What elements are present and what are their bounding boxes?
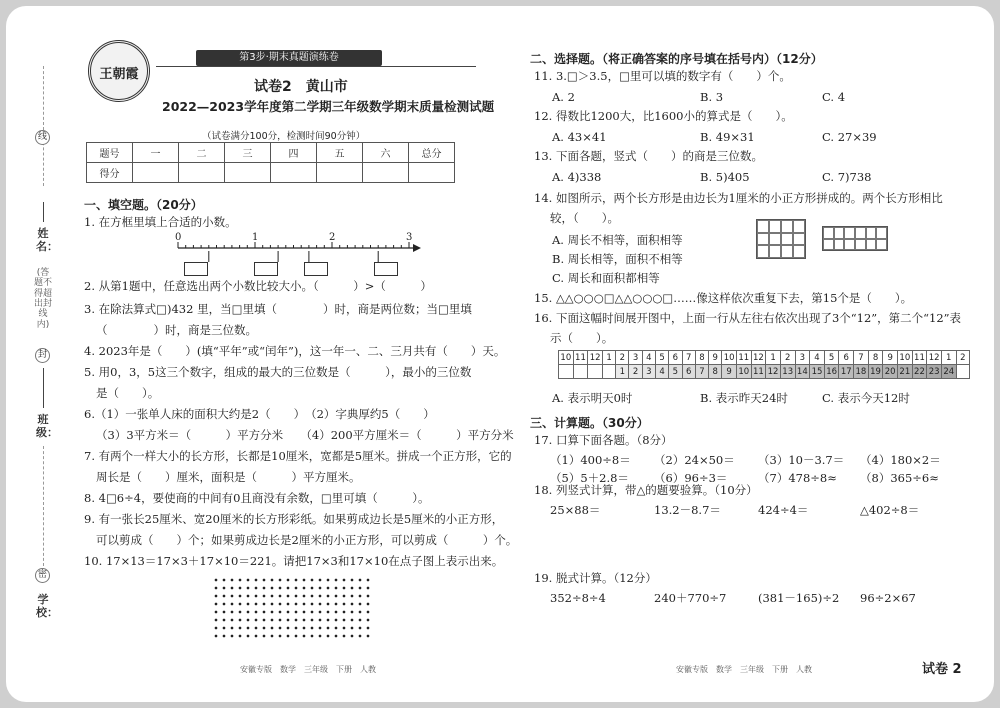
score-cell[interactable] (179, 163, 225, 183)
time-line-bottom-cell: 16 (826, 366, 838, 377)
time-line-bottom-cell: 1 (616, 365, 629, 379)
class-underline (43, 368, 44, 408)
q14-option-b[interactable]: B. 周长相等，面积不相等 (552, 252, 683, 266)
time-line-bottom-cell: 9 (722, 365, 737, 379)
time-line-bottom-cell: 23 (928, 366, 940, 377)
time-line-top-cell: 3 (795, 351, 810, 365)
time-line-top-cell: 2 (616, 351, 629, 365)
time-line-bottom-cell: 12 (767, 366, 779, 377)
time-line-top-cell: 1 (766, 351, 781, 365)
unit-square (834, 227, 845, 239)
question-12: 12. 得数比1200大，比1600小的算式是（ ）。 (534, 109, 793, 123)
q14-option-a[interactable]: A. 周长不相等，面积相等 (552, 233, 683, 247)
time-line-top-cell: 7 (854, 351, 869, 365)
time-line-top-cell: 8 (868, 351, 883, 365)
oral-calc-item: （7）478÷8≈ (758, 471, 837, 485)
rectangle-figure-1 (756, 219, 806, 259)
question-5-line-1: 5. 用0，3，5这三个数字，组成的最大的三位数是（ ），最小的三位数 (84, 365, 472, 379)
unit-square (834, 239, 845, 251)
time-line-bottom-cell: 17 (840, 366, 852, 377)
tag-underline (156, 66, 476, 67)
q12-option-a[interactable]: A. 43×41 (552, 130, 607, 144)
exam-title: 试卷2 黄山市 (254, 79, 348, 95)
question-2: 2. 从第1题中，任意选出两个小数比较大小。（ ）>（ ） (84, 279, 432, 293)
time-line-top-cell: 11 (738, 352, 750, 363)
question-3-line-1: 3. 在除法算式□)432 里，当□里填（ ）时，商是两位数；当□里填 (84, 302, 472, 316)
time-line-top-cell: 12 (928, 352, 940, 363)
number-line-label: 0 (175, 232, 182, 243)
question-6-line-2: （3）3平方米＝（ ）平方分米 （4）200平方厘米＝（ ）平方分米 (96, 428, 514, 442)
vertical-calc-item: 424÷4＝ (758, 503, 809, 517)
question-9-line-2: 可以剪成（ ）个；如果剪成边长是2厘米的小正方形，可以剪成（ ）个。 (96, 533, 518, 547)
time-line-bottom-cell: 4 (655, 365, 668, 379)
score-row-label: 得分 (87, 163, 133, 183)
exam-note: （试卷满分100分，检测时间90分钟） (202, 131, 366, 142)
time-line-bottom-cell: 10 (738, 366, 750, 377)
question-5-line-2: 是（ ）。 (96, 386, 160, 400)
time-line-bottom-cell (559, 365, 574, 379)
oral-calc-item: （5）5＋2.8＝ (550, 471, 629, 485)
step-tag: 第3步·期末真题演练卷 (196, 50, 382, 66)
q12-option-b[interactable]: B. 49×31 (700, 130, 755, 144)
unit-square (781, 220, 793, 233)
vertical-calc-item: 25×88＝ (550, 503, 601, 517)
time-line-top-cell: 11 (914, 352, 925, 363)
logo (88, 40, 150, 102)
oral-calc-item: （4）180×2＝ (860, 453, 941, 467)
question-8: 8. 4□6÷4，要使商的中间有0且商没有余数，□里可填（ ）。 (84, 491, 430, 505)
time-line-top-cell: 10 (560, 352, 572, 363)
unit-square (823, 239, 834, 251)
q12-option-c[interactable]: C. 27×39 (822, 130, 877, 144)
unit-square (793, 245, 805, 258)
unit-square (781, 233, 793, 246)
time-line-bottom-cell (588, 365, 603, 379)
step-calc-item: 96÷2×67 (860, 591, 916, 605)
name-underline (43, 202, 44, 222)
unit-square (844, 239, 855, 251)
time-line-top-cell: 1 (941, 351, 956, 365)
unit-square (855, 227, 866, 239)
time-line-top-cell: 7 (682, 351, 695, 365)
time-line-top-cell: 10 (899, 352, 911, 363)
rectangle-figure-2 (822, 226, 888, 251)
time-line-top-cell: 1 (602, 351, 615, 365)
time-line-top-cell: 6 (839, 351, 854, 365)
time-line-bottom-cell: 22 (914, 366, 925, 377)
time-line-top-cell: 10 (723, 352, 735, 363)
question-1: 1. 在方框里填上合适的小数。 (84, 215, 237, 229)
seal-line (43, 66, 44, 186)
time-line-bottom-cell: 2 (629, 365, 642, 379)
time-line-top-cell: 3 (629, 351, 642, 365)
time-line-bottom-cell: 19 (870, 366, 881, 377)
oral-calc-item: （6）96÷3＝ (654, 471, 728, 485)
oral-calc-item: （8）365÷6≈ (860, 471, 939, 485)
time-line-top-cell: 4 (642, 351, 655, 365)
vertical-calc-item: 13.2－8.7＝ (654, 503, 721, 517)
question-16-line-2: 示（ ）。 (550, 331, 614, 345)
time-line-bottom-cell: 18 (855, 366, 867, 377)
unit-square (769, 233, 781, 246)
question-4: 4. 2023年是（ ）(填“平年”或“闰年”)，这一年一、二、三月共有（ ）天。 (84, 344, 506, 358)
time-line-bottom-cell: 24 (943, 366, 955, 377)
answer-box[interactable] (304, 262, 328, 276)
step-calc-item: 352÷8÷4 (550, 591, 606, 605)
score-header-cell: 题号 (87, 143, 133, 163)
vertical-calc-item: △402÷8＝ (860, 503, 920, 517)
seal-mark-line: 线 (35, 130, 50, 145)
time-line-bottom-cell: 15 (811, 366, 823, 377)
unit-square (855, 239, 866, 251)
left-footer: 安徽专版 数学 三年级 下册 人教 (240, 665, 376, 674)
score-cell[interactable] (317, 163, 363, 183)
q11-option-b[interactable]: B. 3 (700, 90, 724, 104)
question-6-line-1: 6.（1）一张单人床的面积大约是2（ ） （2）字典厚约5（ ） (84, 407, 435, 421)
page-number: 试卷 2 (922, 662, 962, 677)
unit-square (793, 233, 805, 246)
time-line-top-cell: 8 (695, 351, 708, 365)
school-label: 学校： (36, 593, 58, 619)
answer-box[interactable] (374, 262, 398, 276)
time-line-bottom-cell: 8 (709, 365, 722, 379)
seal-line (43, 446, 44, 566)
time-line-top-cell: 2 (780, 351, 795, 365)
time-line-top-cell: 9 (883, 351, 898, 365)
time-line-top-cell: 5 (824, 351, 839, 365)
seal-mark-secret: 密 (35, 568, 50, 583)
right-footer: 安徽专版 数学 三年级 下册 人教 (676, 665, 812, 674)
answer-box[interactable] (184, 262, 208, 276)
question-18: 18. 列竖式计算，带△的题要验算。（10分） (534, 483, 758, 497)
time-line-bottom-cell: 11 (753, 366, 764, 377)
unit-square (866, 227, 877, 239)
time-line-top-cell: 11 (575, 352, 586, 363)
oral-calc-item: （2）24×50＝ (654, 453, 735, 467)
score-cell[interactable] (409, 163, 455, 183)
score-header-cell: 五 (317, 143, 363, 163)
q11-option-a[interactable]: A. 2 (552, 90, 575, 104)
answer-box[interactable] (254, 262, 278, 276)
number-line-label: 3 (406, 232, 413, 243)
exam-subtitle: 2022—2023学年度第二学期三年级数学期末质量检测试题 (162, 99, 495, 114)
unit-square (793, 220, 805, 233)
seal-mark-seal: 封 (35, 348, 50, 363)
score-header-cell: 二 (179, 143, 225, 163)
time-line-top-cell: 5 (655, 351, 668, 365)
unit-square (866, 239, 877, 251)
time-line-bottom-cell: 7 (695, 365, 708, 379)
unit-square (757, 233, 769, 246)
q14-option-c[interactable]: C. 周长和面积都相等 (552, 271, 660, 285)
step-calc-item: (381－165)÷2 (758, 591, 840, 605)
q16-option-c[interactable]: C. 表示今天12时 (822, 391, 910, 405)
number-line-label: 2 (329, 232, 336, 243)
time-line-bottom-cell: 13 (782, 366, 794, 377)
score-header-cell: 总分 (409, 143, 455, 163)
score-cell[interactable] (225, 163, 271, 183)
time-line-top-cell: 4 (810, 351, 825, 365)
unit-square (823, 227, 834, 239)
time-line-top-cell: 12 (589, 352, 601, 363)
unit-square (769, 220, 781, 233)
score-header-cell: 六 (363, 143, 409, 163)
time-line-bottom-cell (956, 365, 969, 379)
oral-calc-item: （3）10－3.7＝ (758, 453, 845, 467)
q11-option-c[interactable]: C. 4 (822, 90, 846, 104)
logo-text: 王朝霞 (99, 67, 139, 82)
question-7-line-1: 7. 有两个一样大小的长方形，长都是10厘米，宽都是5厘米。拼成一个正方形，它的 (84, 449, 512, 463)
time-line-bottom-cell: 14 (796, 366, 808, 377)
time-line-bottom-cell: 21 (899, 366, 911, 377)
question-7-line-2: 周长是（ ）厘米，面积是（ ）平方厘米。 (96, 470, 361, 484)
time-line-top-cell: 12 (753, 352, 764, 363)
oral-calc-item: （1）400÷8＝ (550, 453, 631, 467)
section-2-heading: 二、选择题。（将正确答案的序号填在括号内）（12分） (530, 52, 823, 66)
question-14-line-2: 较，（ ）。 (550, 211, 619, 225)
section-1-heading: 一、填空题。（20分） (84, 198, 203, 212)
name-label: 姓名： (36, 227, 58, 253)
time-line-bottom-cell: 6 (682, 365, 695, 379)
time-line-top-cell: 2 (956, 351, 969, 365)
q13-option-b[interactable]: B. 5)405 (700, 170, 750, 184)
unit-square (876, 227, 887, 239)
unit-square (844, 227, 855, 239)
score-cell[interactable] (271, 163, 317, 183)
seal-notice: (答题不得超出封线内) (34, 268, 53, 330)
score-cell[interactable] (363, 163, 409, 183)
right-page (530, 6, 970, 702)
unit-square (781, 245, 793, 258)
unit-square (769, 245, 781, 258)
question-16-line-1: 16. 下面这幅时间展开图中，上面一行从左往右依次出现了3个“12”，第二个“12”表 (534, 311, 962, 325)
time-line-bottom-cell: 5 (669, 365, 682, 379)
score-table (86, 142, 455, 183)
time-line-bottom-cell: 3 (642, 365, 655, 379)
exam-sheet (6, 6, 994, 702)
score-header-cell: 一 (133, 143, 179, 163)
time-line-bottom-cell (602, 365, 615, 379)
score-header-cell: 四 (271, 143, 317, 163)
q16-option-a[interactable]: A. 表示明天0时 (552, 391, 633, 405)
question-19: 19. 脱式计算。（12分） (534, 571, 657, 585)
question-15: 15. △△○○○□△△○○○□……像这样依次重复下去，第15个是（ ）。 (534, 291, 913, 305)
unit-square (757, 245, 769, 258)
time-line-top-cell: 9 (709, 351, 722, 365)
score-cell[interactable] (133, 163, 179, 183)
number-line-label: 1 (252, 232, 259, 243)
question-14-line-1: 14. 如图所示，两个长方形是由边长为1厘米的小正方形拼成的。两个长方形相比 (534, 191, 943, 205)
q16-option-b[interactable]: B. 表示昨天24时 (700, 391, 788, 405)
time-line-table (558, 350, 970, 379)
question-11: 11. 3.□＞3.5，□里可以填的数字有（ ）个。 (534, 69, 791, 83)
time-line-top-cell: 6 (669, 351, 682, 365)
step-calc-item: 240＋770÷7 (654, 591, 727, 605)
question-9-line-1: 9. 有一张长25厘米、宽20厘米的长方形彩纸。如果剪成边长是5厘米的小正方形， (84, 512, 504, 526)
dot-grid[interactable] (212, 576, 372, 642)
question-17: 17. 口算下面各题。（8分） (534, 433, 673, 447)
q13-option-c[interactable]: C. 7)738 (822, 170, 872, 184)
class-label: 班级： (36, 413, 58, 439)
score-header-cell: 三 (225, 143, 271, 163)
section-3-heading: 三、计算题。（30分） (530, 416, 649, 430)
unit-square (876, 239, 887, 251)
time-line-bottom-cell (573, 365, 588, 379)
q13-option-a[interactable]: A. 4)338 (552, 170, 602, 184)
question-13: 13. 下面各题，竖式（ ）的商是三位数。 (534, 149, 763, 163)
left-page (74, 6, 518, 702)
question-3-line-2: （ ）时，商是三位数。 (96, 323, 257, 337)
time-line-bottom-cell: 20 (884, 366, 896, 377)
unit-square (757, 220, 769, 233)
question-10: 10. 17×13＝17×3＋17×10＝221。请把17×3和17×10在点子图上表示出来。 (84, 554, 504, 568)
